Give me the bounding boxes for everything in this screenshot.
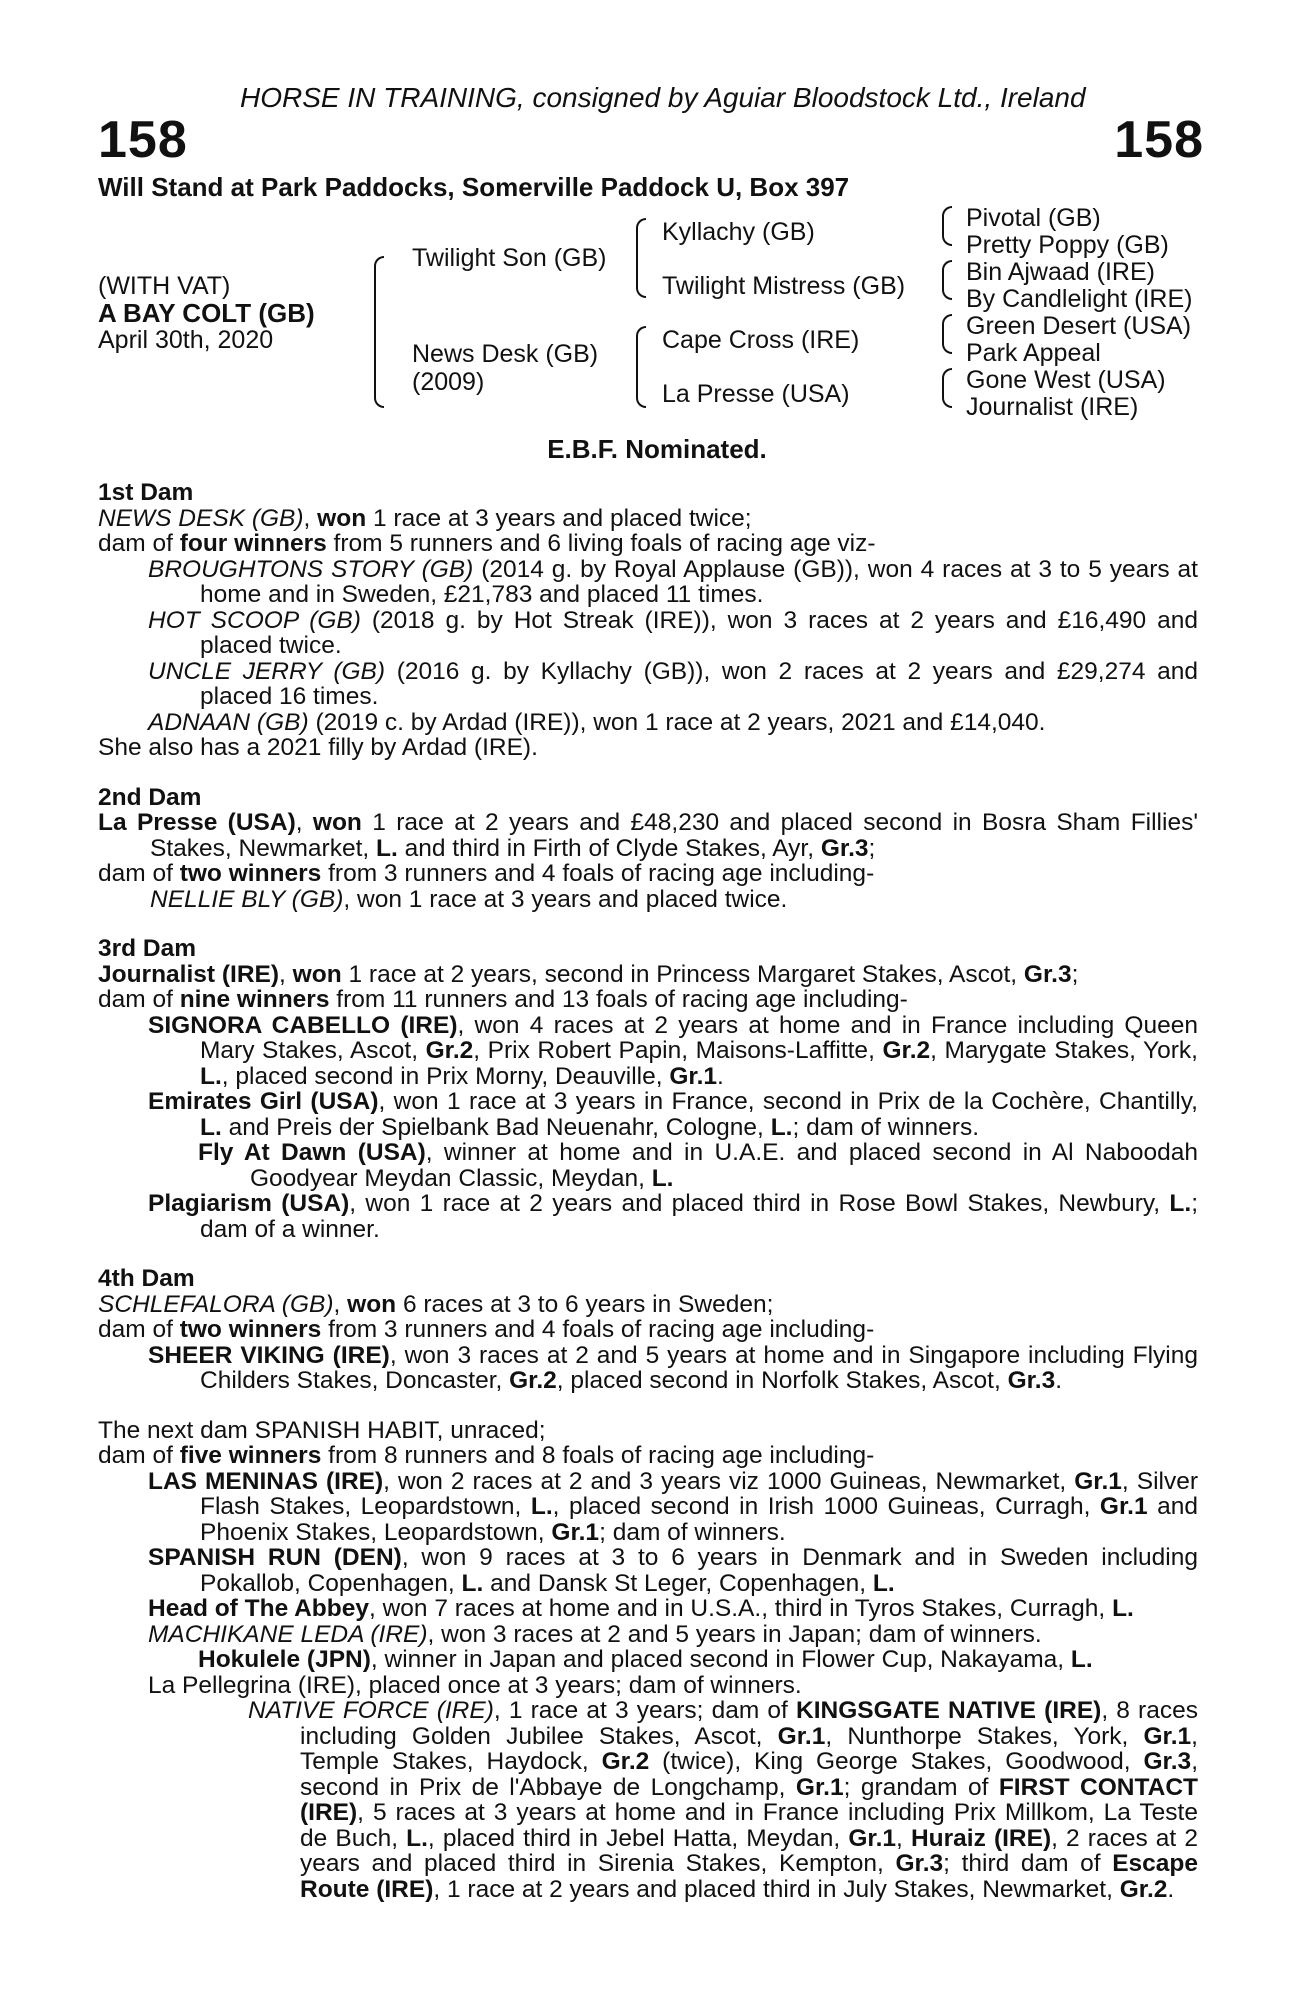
list-item: LAS MENINAS (IRE), won 2 races at 2 and 3 years viz 1000 Guineas, Newmarket, Gr.1, Silver Flash Stakes, Leopardstown, L., placed second in Irish 1000 Guineas, Curragh, Gr.1 and Phoenix Stakes, Leopardstown, Gr.1; dam of winners. [148, 1467, 1198, 1546]
pedigree-brace-dd [942, 368, 952, 408]
pedigree-ddd: Journalist (IRE) [966, 393, 1139, 421]
first-dam-record: NEWS DESK (GB), won 1 race at 3 years and placed twice; [98, 504, 752, 532]
list-item: BROUGHTONS STORY (GB) (2014 g. by Royal Applause (GB)), won 4 races at 3 to 5 years at home and in Sweden, £21,783 and placed 11 times. [148, 555, 1198, 608]
pedigree-dss: Green Desert (USA) [966, 312, 1192, 340]
second-dam-produce: dam of two winners from 3 runners and 4 foals of racing age including- [98, 860, 875, 887]
pedigree-dam-dam: La Presse (USA) [662, 380, 850, 408]
ebf-nomination: E.B.F. Nominated. [547, 434, 767, 464]
fourth-dam-produce: dam of two winners from 3 runners and 4 foals of racing age including- [98, 1316, 875, 1343]
list-item: ADNAAN (GB) (2019 c. by Ardad (IRE)), won 1 race at 2 years, 2021 and £14,040. [148, 708, 1046, 736]
pedigree-sds: Bin Ajwaad (IRE) [966, 258, 1155, 286]
pedigree-brace-ss [942, 206, 952, 246]
pedigree-ssd: Pretty Poppy (GB) [966, 231, 1169, 259]
pedigree-brace-sd [942, 260, 952, 300]
lot-number-left: 158 [98, 111, 188, 169]
page-heading: HORSE IN TRAINING, consigned by Aguiar Bloodstock Ltd., Ireland [240, 82, 1086, 113]
produce-record [98, 480, 1198, 1902]
fourth-dam-heading: 4th Dam [98, 1265, 195, 1292]
third-dam-produce: dam of nine winners from 11 runners and 13 foals of racing age including- [98, 986, 908, 1013]
fourth-dam-record: SCHLEFALORA (GB), won 6 races at 3 to 6 years in Sweden; [98, 1290, 774, 1318]
vat-note: (WITH VAT) [98, 272, 231, 300]
list-item: SHEER VIKING (IRE), won 3 races at 2 and 5 years at home and in Singapore including Flying Childers Stakes, Doncaster, Gr.2, placed second in Norfolk Stakes, Ascot, Gr.3. [148, 1341, 1198, 1394]
third-dam-record: Journalist (IRE), won 1 race at 2 years, second in Princess Margaret Stakes, Ascot, Gr.3; [98, 960, 1079, 988]
pedigree-dds: Gone West (USA) [966, 366, 1166, 394]
next-dam-produce: dam of five winners from 8 runners and 8 foals of racing age including- [98, 1442, 875, 1469]
pedigree-dam-sire: Cape Cross (IRE) [662, 326, 860, 354]
list-item: Emirates Girl (USA), won 1 race at 3 years in France, second in Prix de la Cochère, Chantilly, L. and Preis der Spielbank Bad Neuenahr, Cologne, L.; dam of winners. [148, 1088, 1198, 1141]
foaling-date: April 30th, 2020 [98, 326, 274, 354]
list-item: La Pellegrina (IRE), placed once at 3 years; dam of winners. [148, 1671, 802, 1699]
next-dam-record: The next dam SPANISH HABIT, unraced; [98, 1416, 546, 1444]
pedigree-sdd: By Candlelight (IRE) [966, 285, 1193, 313]
pedigree-dam-year: (2009) [412, 368, 485, 396]
pedigree-dam: News Desk (GB) [412, 340, 599, 368]
list-item: Head of The Abbey, won 7 races at home and in U.S.A., third in Tyros Stakes, Curragh, L. [148, 1595, 1134, 1622]
pedigree-sire-dam: Twilight Mistress (GB) [662, 272, 906, 300]
pedigree-dsd: Park Appeal [966, 339, 1101, 367]
horse-name: A BAY COLT (GB) [98, 298, 315, 328]
list-item: HOT SCOOP (GB) (2018 g. by Hot Streak (IRE)), won 3 races at 2 years and £16,490 and placed twice. [148, 606, 1198, 659]
first-dam-produce: dam of four winners from 5 runners and 6 living foals of racing age viz- [98, 530, 876, 557]
list-item: SIGNORA CABELLO (IRE), won 4 races at 2 years at home and in France including Queen Mary Stakes, Ascot, Gr.2, Prix Robert Papin, Maisons-Laffitte, Gr.2, Marygate Stakes, York, L., placed second in Prix Morny, Deauville, Gr.1. [148, 1011, 1198, 1090]
stabling-location: Will Stand at Park Paddocks, Somerville Paddock U, Box 397 [98, 172, 850, 202]
list-item: Fly At Dawn (USA), winner at home and in U.A.E. and placed second in Al Naboodah Goodyear Meydan Classic, Meydan, L. [198, 1139, 1198, 1192]
first-dam-note: She also has a 2021 filly by Ardad (IRE). [98, 734, 538, 761]
pedigree-sss: Pivotal (GB) [966, 204, 1101, 232]
second-dam-record: La Presse (USA), won 1 race at 2 years and £48,230 and placed second in Bosra Sham Fillies' Stakes, Newmarket, L. and third in Firth of Clyde Stakes, Ayr, Gr.3; [98, 809, 1198, 862]
list-item: UNCLE JERRY (GB) (2016 g. by Kyllachy (GB)), won 2 races at 2 years and £29,274 and placed 16 times. [148, 657, 1198, 710]
lot-number-right: 158 [1114, 111, 1204, 169]
list-item: SPANISH RUN (DEN), won 9 races at 3 to 6 years in Denmark and in Sweden including Pokallob, Copenhagen, L. and Dansk St Leger, Copenhagen, L. [148, 1544, 1198, 1597]
second-dam-heading: 2nd Dam [98, 783, 202, 811]
list-item: Hokulele (JPN), winner in Japan and placed second in Flower Cup, Nakayama, L. [198, 1646, 1093, 1673]
pedigree-brace-main [374, 256, 384, 408]
list-item: NELLIE BLY (GB), won 1 race at 3 years and placed twice. [150, 885, 788, 913]
pedigree-sire-sire: Kyllachy (GB) [662, 218, 815, 246]
pedigree-brace-sire [636, 218, 646, 298]
pedigree-brace-ds [942, 314, 952, 354]
list-item: Plagiarism (USA), won 1 race at 2 years and placed third in Rose Bowl Stakes, Newbury, L.; dam of a winner. [148, 1190, 1198, 1243]
pedigree-brace-dam [636, 326, 646, 408]
list-item: MACHIKANE LEDA (IRE), won 3 races at 2 and 5 years in Japan; dam of winners. [148, 1620, 1042, 1648]
third-dam-heading: 3rd Dam [98, 935, 197, 962]
pedigree-sire: Twilight Son (GB) [412, 244, 607, 272]
first-dam-heading: 1st Dam [98, 479, 194, 506]
list-item: NATIVE FORCE (IRE), 1 race at 3 years; dam of KINGSGATE NATIVE (IRE), 8 races including Golden Jubilee Stakes, Ascot, Gr.1, Nunthorpe Stakes, York, Gr.1, Temple Stakes, Haydock, Gr.2 (twice), King George Stakes, Goodwood, Gr.3, second in Prix de l'Abbaye de Longchamp, Gr.1; grandam of FIRST CONTACT (IRE), 5 races at 3 years at home and in France including Prix Millkom, La Teste de Buch, L., placed third in Jebel Hatta, Meydan, Gr.1, Huraiz (IRE), 2 races at 2 years and placed third in Sirenia Stakes, Kempton, Gr.3; third dam of Escape Route (IRE), 1 race at 2 years and placed third in July Stakes, Newmarket, Gr.2. [248, 1697, 1198, 1903]
